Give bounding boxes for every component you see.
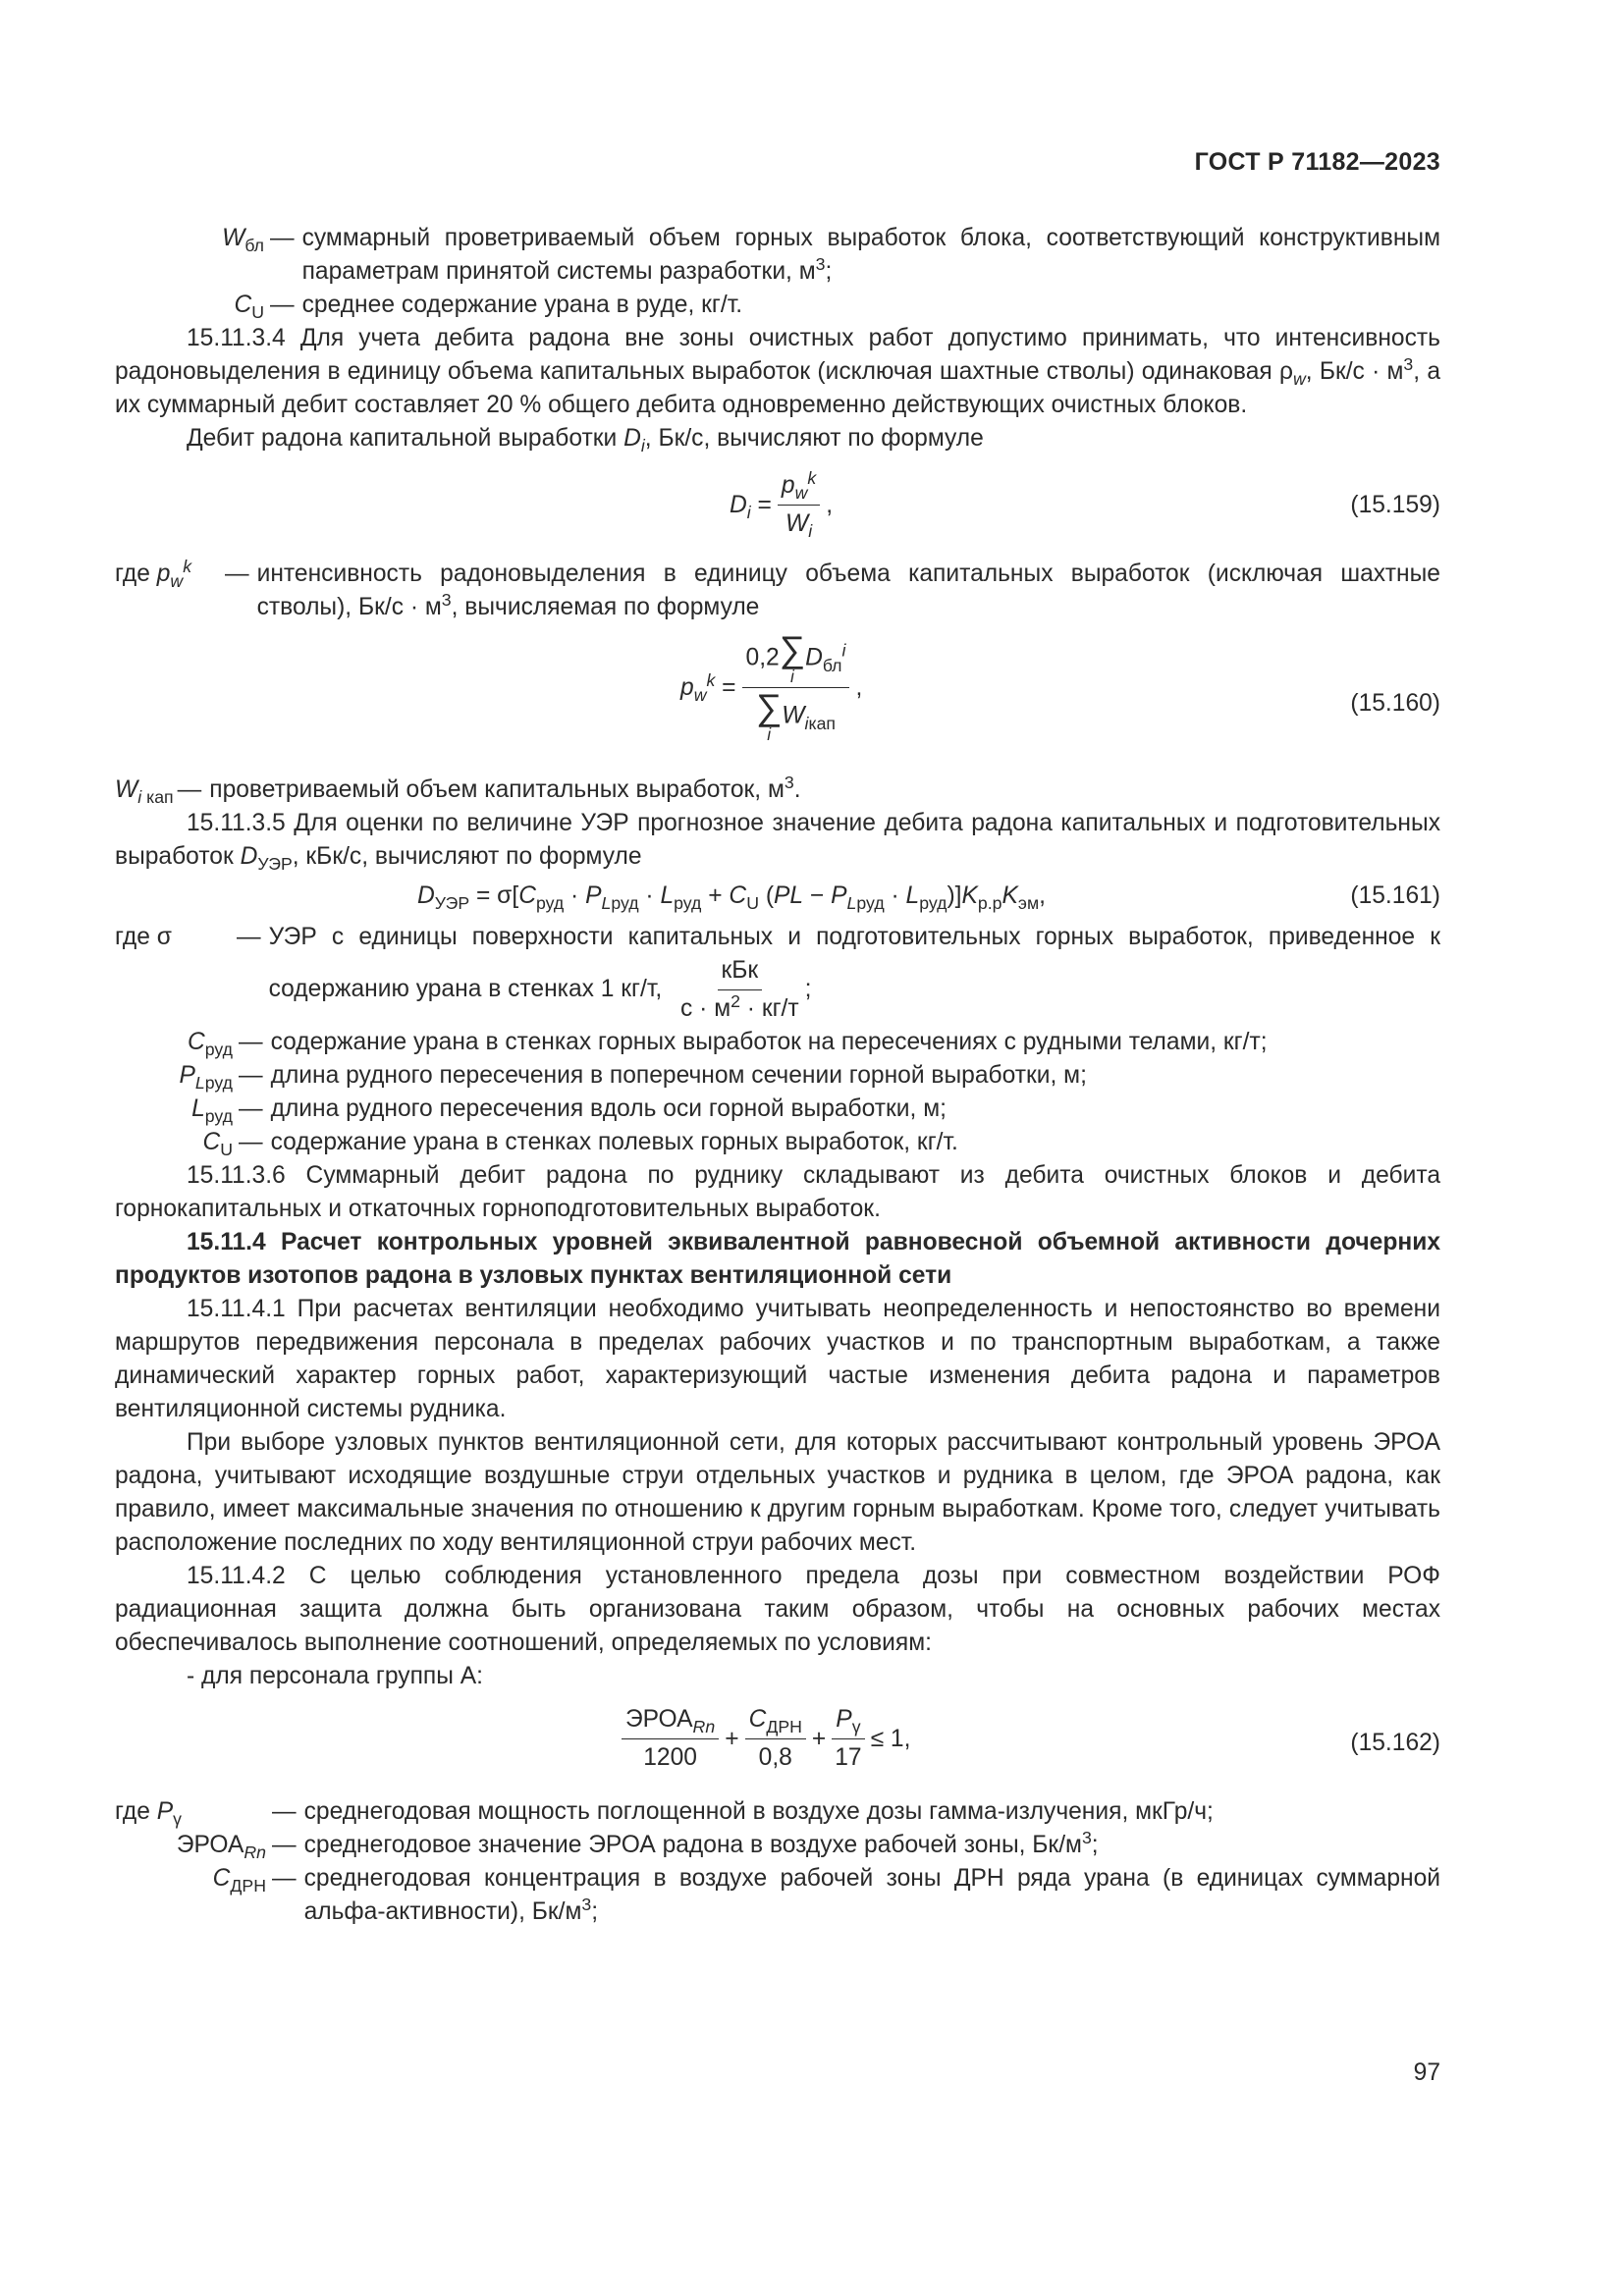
definition-dash: — [225, 561, 249, 587]
paragraph-15-11-3-6: 15.11.3.6 Суммарный дебит радона по руднику складывают из дебита очистных блоков и дебита горнокапитальных и откаточных горноподготовительных выработок. [115, 1162, 1440, 1222]
paragraph-group-a: - для персонала группы А: [187, 1663, 483, 1689]
definition-text: содержание урана в стенках полевых горных выработок, кг/т. [270, 1129, 958, 1155]
definition-dash: — [239, 1129, 263, 1155]
paragraph-15-11-3-4: 15.11.3.4 Для учета дебита радона вне зоны очистных работ допустимо принимать, что интенсивность радоновыделения в единицу объема капитальных выработок (исключая шахтные стволы) одинаковая $\rho_w$, $Бк/с \cdot м^3$, а их суммарный дебит составляет 20 % общего дебита одновременно действующих очистных блоков. [115, 325, 1441, 418]
definition-term: где $P_\gamma$ [115, 1798, 182, 1830]
definition-dash: — [270, 225, 295, 251]
definition-cdrn [115, 1862, 1440, 1929]
definition-term: $W_{бл}$ [222, 225, 264, 256]
definition-dash: — [239, 1095, 263, 1122]
document-header: ГОСТ Р 71182—2023 [1194, 148, 1440, 176]
paragraph-15-11-4-2: 15.11.4.2 С целью соблюдения установленного предела дозы при совместном воздействии РОФ радиационная защита должна быть организована таким образом, чтобы на основных рабочих местах обеспечивалось выполнение соотношений, определяемых по условиям: [115, 1563, 1440, 1656]
definition-term: где σ [115, 924, 172, 950]
formula-15-160 [115, 624, 1440, 774]
definition-text: содержание урана в стенках горных выработок на пересечениях с рудными телами, кг/т; [270, 1029, 1268, 1055]
definition-text: суммарный проветриваемый объем горных выработок блока, соответствующий конструктивным параметрам принятой системы разработки, $м^3$; [301, 225, 1440, 285]
formula-expression: $D_{УЭР} = \sigma[C_{руд} \cdot P_{Lруд} \cdot L_{руд} + C_U$ $(PL - P_{Lруд} \cdot L_{руд})]K_{р.р}K_{эм}$, [417, 882, 1046, 914]
definition-term: $C_{ДРН}$ [212, 1865, 266, 1896]
heading-15-11-4: 15.11.4 Расчет контрольных уровней эквивалентной равновесной объемной активности дочерних продуктов изотопов радона в узловых пунктах вентиляционной сети [115, 1229, 1440, 1289]
definition-text: проветриваемый объем капитальных выработок, $м^3$. [209, 773, 801, 803]
definition-pwk [115, 558, 1440, 624]
definition-term: $P_{Lруд}$ [179, 1062, 233, 1094]
formula-number: (15.162) [1350, 1730, 1440, 1756]
definition-term: $L_{руд}$ [191, 1095, 233, 1127]
definition-dash: — [272, 1865, 297, 1892]
definition-term: где $p_w^k$ [115, 557, 192, 592]
definition-term: $W_{i кап}$ [115, 776, 174, 808]
definition-text: длина рудного пересечения вдоль оси горной выработки, м; [270, 1095, 947, 1122]
definition-pgamma [115, 1795, 1440, 1829]
formula-number: (15.159) [1350, 492, 1440, 518]
definition-dash: — [239, 1029, 263, 1055]
definition-wbl [115, 222, 1440, 289]
definition-dash: — [239, 1062, 263, 1089]
definition-text: интенсивность радоновыделения в единицу объема капитальных выработок (исключая шахтные стволы), $Бк/с \cdot м^3$, вычисляемая по формуле [256, 561, 1440, 620]
definition-dash: — [270, 292, 295, 318]
paragraph-15-11-3-5: 15.11.3.5 Для оценки по величине УЭР прогнозное значение дебита радона капитальных и подготовительных выработок $D_{УЭР}$, кБк/с, вычисляют по формуле [115, 810, 1440, 875]
definition-wkap [115, 774, 1440, 807]
definition-lruda [115, 1093, 1440, 1126]
definition-term: $C_U$ [234, 292, 264, 323]
paragraph-15-11-4-1: 15.11.4.1 При расчетах вентиляции необходимо учитывать неопределенность и непостоянство во времени маршрутов передвижения персонала в пределах рабочих участков и по транспортным выработкам, а также динамический характер горных работ, характеризующий частые изменения дебита радона и параметров вентиляционной системы рудника. [115, 1296, 1440, 1422]
paragraph-debit-kap: Дебит радона капитальной выработки $D_i$, Бк/с, вычисляют по формуле [187, 425, 984, 456]
definition-term: $C_{руд}$ [187, 1029, 233, 1060]
definition-text: среднегодовая концентрация в воздухе рабочей зоны ДРН ряда урана (в единицах суммарной альфа-активности), $Бк/м^3$; [303, 1865, 1440, 1925]
definition-dash: — [177, 776, 202, 803]
definition-cu-walls [115, 1126, 1440, 1159]
formula-15-161 [115, 874, 1440, 921]
definition-dash: — [272, 1798, 297, 1825]
document-body [115, 222, 1440, 1929]
definition-plruda [115, 1059, 1440, 1093]
definition-term: $ЭРОА_{Rn}$ [176, 1832, 266, 1863]
formula-expression: $p_w^k$ = 0,2 ∑ i $D_{бл}^i$ ∑ i $W_{iкап}$ , [680, 629, 863, 745]
definition-text: среднегодовая мощность поглощенной в воздухе дозы гамма-излучения, мкГр/ч; [303, 1798, 1214, 1825]
formula-number: (15.161) [1350, 882, 1440, 909]
formula-expression: $\frac{ЭРОА_{Rn}}{1200}$ + $\frac{C_{ДРН}}{0,8}$ + $\frac{P_\gamma}{17}$ ≤ 1, [616, 1703, 910, 1775]
definition-dash: — [272, 1832, 297, 1858]
formula-15-159 [115, 455, 1440, 558]
formula-number: (15.160) [1350, 690, 1440, 717]
definition-text: среднегодовое значение ЭРОА радона в воздухе рабочей зоны, $Бк/м^3$; [303, 1828, 1099, 1858]
paragraph-uzlovye-punkty: При выборе узловых пунктов вентиляционной сети, для которых рассчитывают контрольный уровень ЭРОА радона, учитывают исходящие воздушные струи отдельных участков и рудника в целом, где ЭРОА радона, как правило, имеет максимальные значения по отношению к другим горным выработкам. Кроме того, следует учитывать расположение последних по ходу вентиляционной струи рабочих мест. [115, 1429, 1440, 1556]
definition-dash: — [237, 924, 261, 950]
definition-sigma [115, 921, 1440, 1026]
definition-eroa [115, 1829, 1440, 1862]
definition-text: длина рудного пересечения в поперечном сечении горной выработки, м; [270, 1062, 1087, 1089]
definition-term: $C_U$ [202, 1129, 233, 1160]
definition-cu [115, 289, 1440, 322]
formula-15-162 [115, 1693, 1440, 1795]
definition-text: среднее содержание урана в руде, кг/т. [301, 292, 743, 318]
definition-cruda [115, 1026, 1440, 1059]
definition-text: УЭР с единицы поверхности капитальных и подготовительных горных выработок, приведенное к содержанию урана в стенках 1 кг/т, $\frac{\text{кБк}}{с \cdot м^2 \cdot кг/т}$ ; [268, 924, 1440, 1022]
formula-expression: $D_i$ = $\frac{p_w^k}{W_i}$ , [730, 468, 834, 542]
page-number: 97 [1413, 2059, 1440, 2086]
